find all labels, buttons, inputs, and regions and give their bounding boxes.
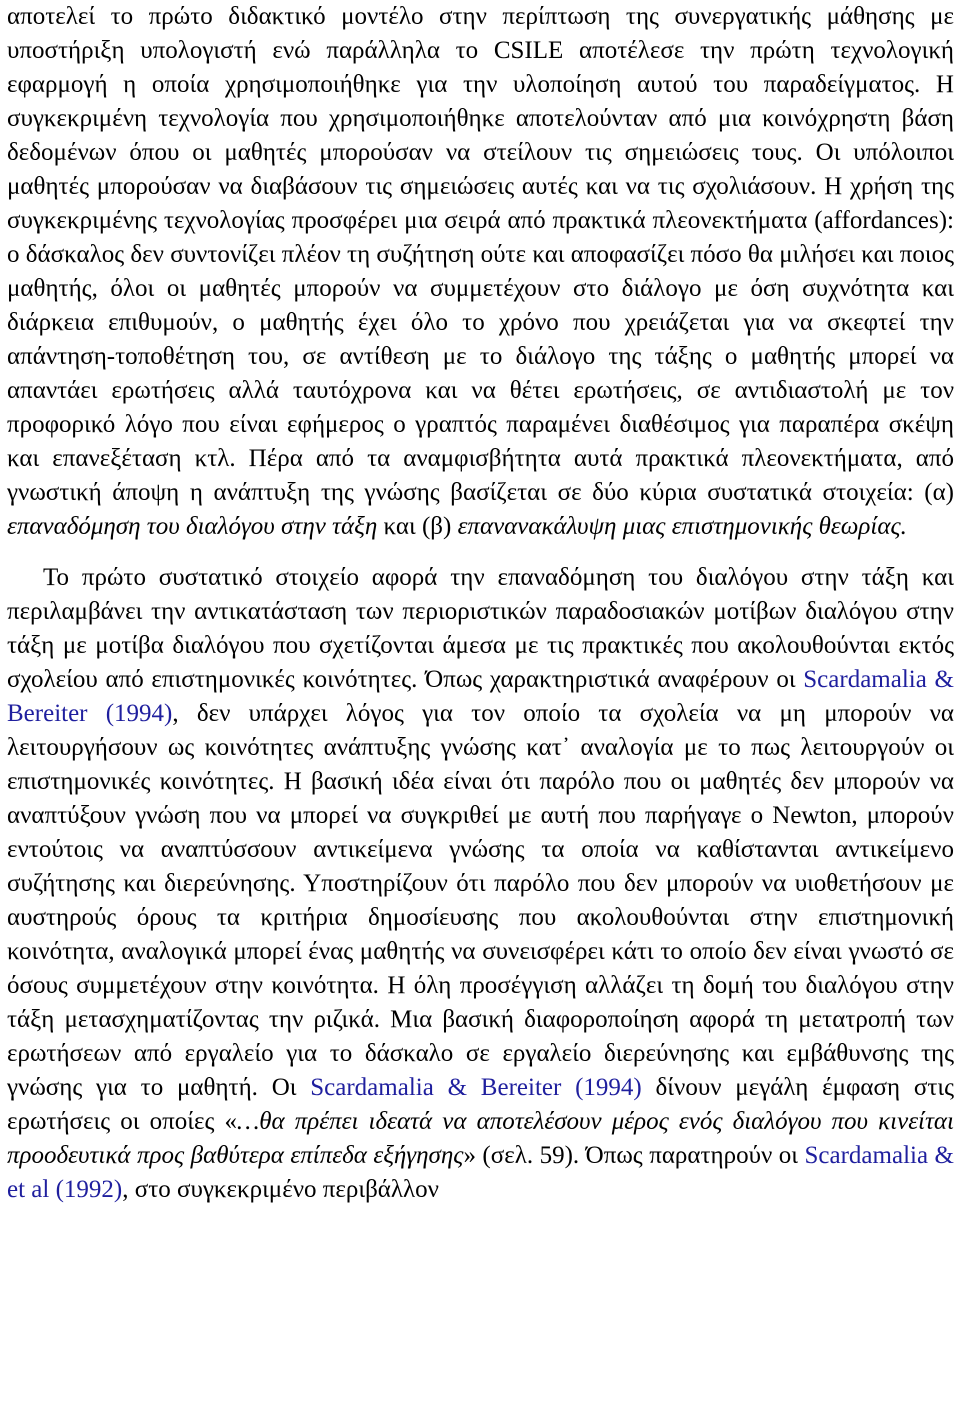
text-run: αποτελεί το πρώτο διδακτικό μοντέλο στην περίπτωση της συνεργατικής μάθησης με υποστήριξη υπολογιστή ενώ παράλληλα το CSILE αποτέλεσε την πρώτη τεχνολογική εφαρμογή η οποία χρησιμοποιήθηκε για την υλοποίηση αυτού του παραδείγματος. Η συγκεκριμένη τεχνολογία που χρησιμοποιήθηκε αποτελούνταν από μια κοινόχρηστη βάση δεδομένων όπου οι μαθητές μπορούσαν να στείλουν τις σημειώσεις τους. Οι υπόλοιποι μαθητές μπορούσαν να διαβάσουν τις σημειώσεις αυτές και να τις σχολιάσουν. Η χρήση της συγκεκριμένης τεχνολογίας προσφέρει μια σειρά από πρακτικά πλεονεκτήματα (affordances): ο δάσκαλος δεν συντονίζει πλέον τη συζήτηση ούτε και αποφασίζει πόσο θα μιλήσει και ποιος μαθητής, όλοι οι μαθητές μπορούν να συμμετέχουν στο διάλογο με όση συχνότητα και διάρκεια επιθυμούν, ο μαθητής έχει όλο το χρόνο που χρειάζεται για να σκεφτεί την απάντηση-τοποθέτηση του, σε αντίθεση με το διάλογο της τάξης ο μαθητής μπορεί να απαντάει ερωτήσεις αλλά ταυτόχρονα και να θέτει ερωτήσεις, σε αντιδιαστολή με τον προφορικό λόγο που είναι εφήμερος ο γραπτός παραμένει διαθέσιμος για παραπέρα σκέψη και επανεξέταση κτλ. Πέρα από τα αναμφισβήτητα αυτά πρακτικά πλεονεκτήματα, από γνωστική άποψη η ανάπτυξη της γνώσης βασίζεται σε δύο κύρια συστατικά στοιχεία: (α) bbox=[7, 3, 954, 506]
emphasis-text: επαναδόμηση του διαλόγου στην τάξη bbox=[7, 513, 378, 540]
document-page bbox=[7, 0, 954, 1207]
text-run: δίνουν μεγάλη έμφαση στις ερωτήσεις οι οποίες « bbox=[7, 1074, 954, 1135]
text-run: και (β) bbox=[377, 513, 458, 540]
paragraph-intro bbox=[7, 0, 954, 544]
text-run: » (σελ. 59). Όπως παρατηρούν οι bbox=[463, 1142, 805, 1169]
citation-link[interactable]: Scardamalia & Bereiter (1994) bbox=[310, 1074, 642, 1101]
paragraph-first-component bbox=[7, 561, 954, 1207]
text-run: , στο συγκεκριμένο περιβάλλον bbox=[122, 1176, 439, 1203]
text-run: Το πρώτο συστατικό στοιχείο αφορά την επαναδόμηση του διαλόγου στην τάξη και περιλαμβάνει την αντικατάσταση των περιοριστικών παραδοσιακών μοτίβων διαλόγου στην τάξη με μοτίβα διαλόγου που σχετίζονται άμεσα με τις πρακτικές που ακολουθούνται εκτός σχολείου από επιστημονικές κοινότητες. Όπως χαρακτηριστικά αναφέρουν οι bbox=[7, 564, 954, 693]
text-run: , δεν υπάρχει λόγος για τον οποίο τα σχολεία να μη μπορούν να λειτουργήσουν ως κοινότητες ανάπτυξης γνώσης κατ᾽ αναλογία με το πως λειτουργούν οι επιστημονικές κοινότητες. Η βασική ιδέα είναι ότι παρόλο που οι μαθητές δεν μπορούν να αναπτύξουν γνώση που να μπορεί να συγκριθεί με αυτή που παρήγαγε ο Newton, μπορούν εντούτοις να αναπτύσσουν αντικείμενα γνώσης τα οποία να καθίστανται αντικείμενο συζήτησης και διερεύνησης. Υποστηρίζουν ότι παρόλο που δεν μπορούν να υιοθετήσουν με αυστηρούς όρους τα κριτήρια δημοσίευσης που ακολουθούνται στην επιστημονική κοινότητα, αναλογικά μπορεί ένας μαθητής να συνεισφέρει κάτι το οποίο δεν είναι γνωστό σε όσους συμμετέχουν στην κοινότητα. Η όλη προσέγγιση αλλάζει τη δομή του διαλόγου στην τάξη μετασχηματίζοντας την ριζικά. Μια βασική διαφοροποίηση αφορά τη μετατροπή των ερωτήσεων από εργαλείο για το δάσκαλο σε εργαλείο διερεύνησης και εμβάθυνσης της γνώσης για το μαθητή. Οι bbox=[7, 700, 954, 1101]
citation-link[interactable]: Scardamalia & Bereiter (1994) bbox=[7, 666, 955, 727]
emphasis-text: επανανακάλυψη μιας επιστημονικής θεωρίας. bbox=[457, 513, 907, 540]
quote-text: …θα πρέπει ιδεατά να αποτελέσουν μέρος ενός διαλόγου που κινείται προοδευτικά προς βαθύτερα επίπεδα εξήγησης bbox=[7, 1108, 955, 1169]
citation-link[interactable]: Scardamalia & et al (1992) bbox=[7, 1142, 955, 1203]
